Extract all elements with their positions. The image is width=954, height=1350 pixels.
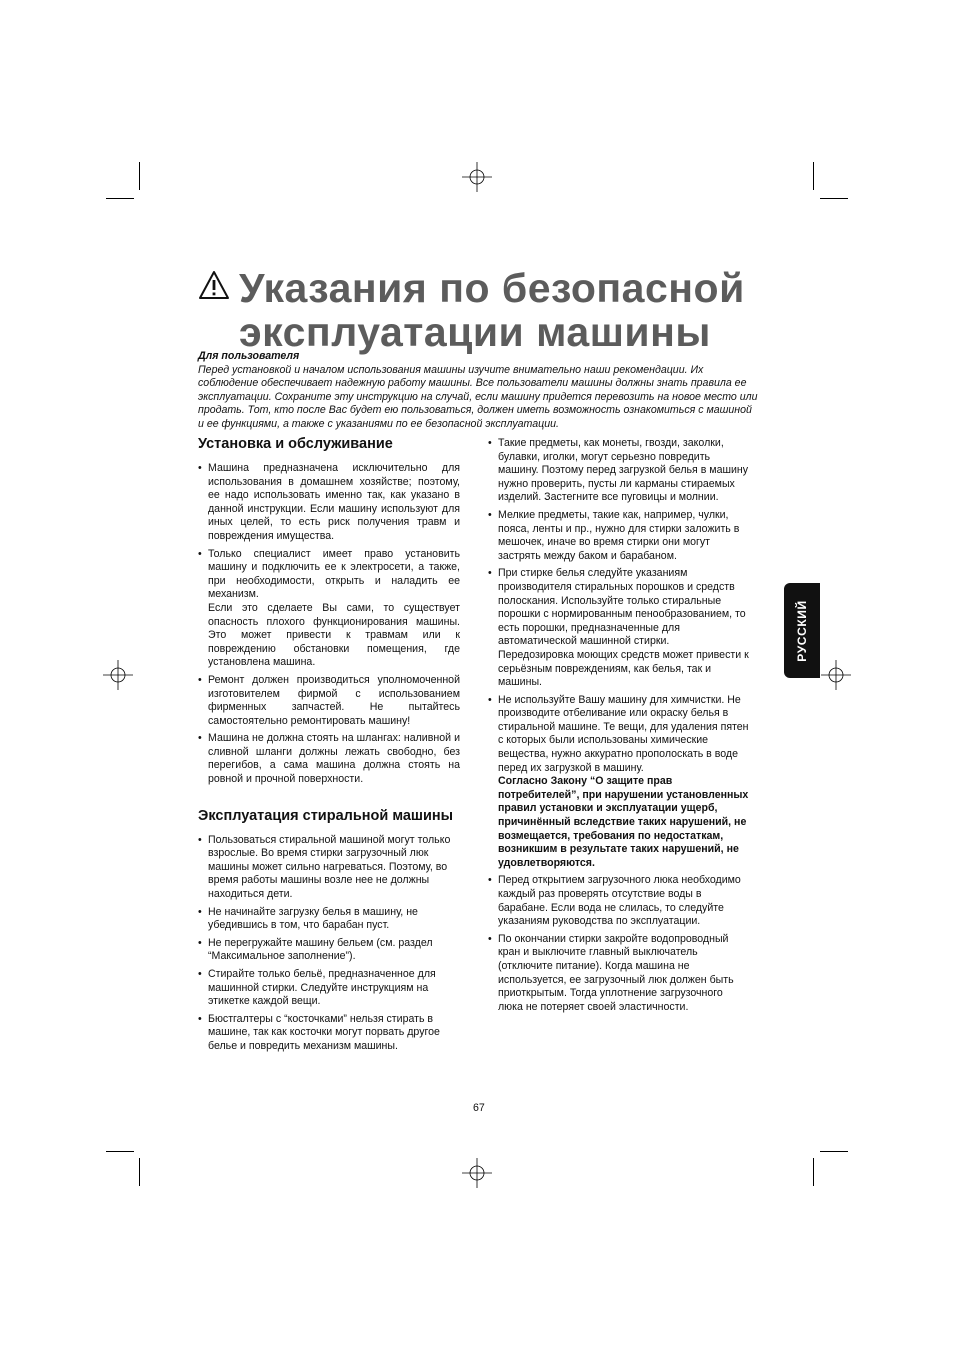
list-item-text: • Не используйте Вашу машину для химчистки. Не производите отбеливание или окраску белья в стиральной машине. Те вещи, для удаления пятен с которых были использованы химические вещества, нужно аккуратно прополоскать в воде перед их загрузкой в машину. <box>498 693 749 774</box>
list-item: • Не перегружайте машину бельем (см. раздел “Максимальное заполнение”). <box>198 937 460 964</box>
crop-mark <box>106 198 134 199</box>
registration-mark-icon <box>103 660 133 690</box>
intro-heading: Для пользователя <box>198 350 300 362</box>
section-heading-installation: Установка и обслуживание <box>198 436 393 452</box>
list-item <box>488 567 750 689</box>
list-item: • Машина предназначена исключительно для использования в домашнем хозяйстве; поэтому, ее надо использовать именно так, как указано в данной инструкции. Если машину используют для иных целей, то есть риск получения травм и повреждения имущества. <box>198 462 460 544</box>
installation-list <box>198 462 460 787</box>
list-item: • По окончании стирки закройте водопроводный кран и выключите главный выключатель (отключите питание). Когда машина не используется, ее загрузочный люк должен быть приоткрытым. Тогда уплотнение загрузочного люка не потеряет своей эластичности. <box>488 933 750 1015</box>
list-item: • Бюстгалтеры с “косточками” нельзя стирать в машине, так как косточки могут порвать другое белье и повредить механизм машины. <box>198 1013 460 1054</box>
list-item: • Не начинайте загрузку белья в машину, не убедившись в том, что барабан пуст. <box>198 906 460 933</box>
intro-block <box>198 350 758 432</box>
list-item-text: Если это сделаете Вы сами, то существует опасность плохого функционирования машины. Это может привести к травмам или к повреждению обстановки помещения, где установлена машина. <box>208 601 460 669</box>
list-item-text: • Только специалист имеет право установить машину и подключить ее к электросети, а также, при необходимости, открыть и наладить ее механизм. <box>208 547 460 601</box>
operation-list <box>198 834 460 1054</box>
intro-text: Перед установкой и началом использования машины изучите внимательно наши рекомендации. Их соблюдение обеспечивает надежную работу машины. Все пользователи машины должны знать правила ее эксплуатации. Сохраните эту инструкцию на случай, если машину придется перевозить на новое место или продать. Тот, кто после Вас будет ею пользоваться, должен иметь возможность ознакомиться с машиной и ее функциями, а также с указаниями по ее безопасной эксплуатации. <box>198 363 758 430</box>
list-item: • Пользоваться стиральной машиной могут только взрослые. Во время стирки загрузочный люк машины может сильно нагреваться. Поэтому, во время работы машины возле нее не должны находиться дети. <box>198 834 460 902</box>
crop-mark <box>813 1158 814 1186</box>
crop-mark <box>139 1158 140 1186</box>
crop-mark <box>106 1151 134 1152</box>
list-item: • Машина не должна стоять на шлангах: наливной и сливной шланги должны лежать свободно, без перегибов, а сама машина должна стоять на ровной и прочной поверхности. <box>198 732 460 786</box>
title-line-1: Указания по безопасной <box>239 265 745 311</box>
language-tab <box>784 583 820 678</box>
list-item: • Стирайте только бельё, предназначенное для машинной стирки. Следуйте инструкциям на этикетке каждой вещи. <box>198 968 460 1009</box>
registration-mark-icon <box>462 162 492 192</box>
list-item: • Ремонт должен производиться уполномоченной изготовителем фирмой с использованием фирменных запчастей. Не пытайтесь самостоятельно ремонтировать машину! <box>198 674 460 728</box>
left-column <box>198 437 460 1058</box>
page-number: 67 <box>473 1102 485 1114</box>
language-tab-label: РУССКИЙ <box>795 599 809 662</box>
list-item-text: Передозировка моющих средств может привести к серьёзным повреждениям, как белья, так и машины. <box>498 648 749 689</box>
list-item: • Перед открытием загрузочного люка необходимо каждый раз проверять отсутствие воды в барабане. Если вода не слилась, то следуйте указаниям руководства по эксплуатации. <box>488 874 750 928</box>
list-item: • Мелкие предметы, такие как, например, чулки, пояса, ленты и пр., нужно для стирки заложить в мешочек, иначе во время стирки они могут застрять между баком и барабаном. <box>488 509 750 563</box>
list-item: • Такие предметы, как монеты, гвозди, заколки, булавки, иголки, могут серьезно повредить машину. Поэтому перед загрузкой белья в машину нужно проверить, пусты ли карманы стираемых изделий. Застегните все пуговицы и молнии. <box>488 437 750 505</box>
page-title <box>198 266 778 354</box>
registration-mark-icon <box>462 1158 492 1188</box>
list-item <box>198 548 460 670</box>
crop-mark <box>813 162 814 190</box>
registration-mark-icon <box>821 660 851 690</box>
crop-mark <box>139 162 140 190</box>
warning-triangle-icon <box>198 270 230 300</box>
right-column <box>488 437 750 1018</box>
operation-list-continued <box>488 437 750 1014</box>
law-notice: Согласно Закону “О защите прав потребителей”, при нарушении установленных правил установки и эксплуатации ущерб, причинённый вследствие таких нарушений, не возмещается, требования по недостаткам, возникшим в результате таких нарушений, не удовлетворяются. <box>498 775 749 869</box>
crop-mark <box>820 1151 848 1152</box>
list-item <box>488 694 750 871</box>
title-line-2: эксплуатации машины <box>239 309 711 355</box>
crop-mark <box>820 198 848 199</box>
section-heading-operation: Эксплуатация стиральной машины <box>198 807 454 824</box>
list-item-text: • При стирке белья следуйте указаниям производителя стиральных порошков и средств полоскания. Используйте только стиральные порошки с нормированным пенообразованием, то есть порошки, предназначенные для автоматической машинной стирки. <box>498 567 746 648</box>
